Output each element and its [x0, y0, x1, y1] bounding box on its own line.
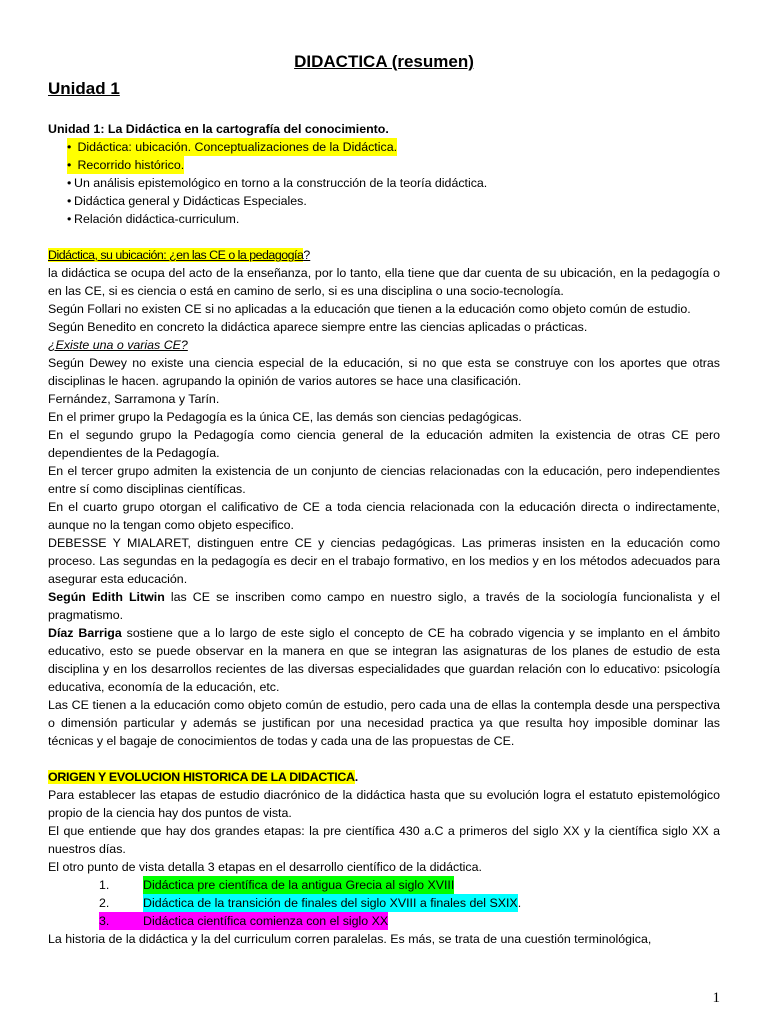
- topic-item: • Un análisis epistemológico en torno a la construcción de la teoría didáctica.: [67, 176, 488, 190]
- stages-list: [48, 876, 720, 930]
- topic-item: • Recorrido histórico.: [67, 158, 185, 172]
- paragraph: Fernández, Sarramona y Tarín.: [48, 392, 220, 406]
- stage-item: 3. Didáctica científica comienza con el siglo XX: [99, 914, 389, 928]
- paragraph: la didáctica se ocupa del acto de la enseñanza, por lo tanto, ella tiene que dar cuenta de su ubicación, en la pedagogía o en las CE, si es ciencia o está en camino de serlo, si es una disciplina o una socio-tecnología.: [48, 266, 720, 298]
- stage-item: 2. Didáctica de la transición de finales del siglo XVIII a finales del SXIX .: [99, 896, 522, 910]
- document-body: [48, 120, 720, 948]
- paragraph: Según Dewey no existe una ciencia especial de la educación, si no que esta se construye con los aportes que otras disciplinas le hacen. agrupando la opinión de varios autores se hace una clasificación.: [48, 356, 720, 388]
- paragraph: Según Follari no existen CE si no aplicadas a la educación que tienen a la educación como objeto común de estudio.: [48, 302, 691, 316]
- paragraph: Las CE tienen a la educación como objeto común de estudio, pero cada una de ellas la contempla desde una perspectiva o dimensión particular y además se justifican por una necesidad practica ya que resulta hoy imposible dominar las técnicas y el bagaje de conocimientos de todas y cada una de las propuestas de CE.: [48, 698, 720, 748]
- topic-item: • Didáctica general y Didácticas Especiales.: [67, 194, 307, 208]
- topic-item: • Relación didáctica-curriculum.: [67, 212, 240, 226]
- bullet-icon: •: [67, 158, 72, 172]
- paragraph: En el primer grupo la Pedagogía es la única CE, las demás son ciencias pedagógicas.: [48, 410, 522, 424]
- stage-item: 1. Didáctica pre científica de la antigua Grecia al siglo XVIII: [99, 878, 455, 892]
- paragraph: DEBESSE Y MIALARET, distinguen entre CE y ciencias pedagógicas. Las primeras insisten en la educación como proceso. Las segundas en la pedagogía es decir en el trabajo formativo, en los medios y en los métodos adecuados para asegurar esta educación.: [48, 536, 720, 586]
- paragraph: Para establecer las etapas de estudio diacrónico de la didáctica hasta que su evolución logra el estatuto epistemológico propio de la ciencia hay dos puntos de vista.: [48, 788, 720, 820]
- bullet-icon: •: [67, 194, 72, 208]
- paragraph: La historia de la didáctica y la del curriculum corren paralelas. Es más, se trata de una cuestión terminológica,: [48, 932, 652, 946]
- page-number: 1: [712, 990, 720, 1006]
- unit-heading: Unidad 1: [48, 79, 120, 98]
- paragraph: El otro punto de vista detalla 3 etapas en el desarrollo científico de la didáctica.: [48, 860, 482, 874]
- paragraph: Según Benedito en concreto la didáctica aparece siempre entre las ciencias aplicadas o prácticas.: [48, 320, 588, 334]
- document-title: DIDACTICA (resumen): [294, 52, 474, 71]
- paragraph: Según Edith Litwin las CE se inscriben como campo en nuestro siglo, a través de la sociología funcionalista y el pragmatismo.: [48, 590, 720, 622]
- topic-item: • Didáctica: ubicación. Conceptualizaciones de la Didáctica.: [67, 140, 398, 154]
- bullet-icon: •: [67, 140, 72, 154]
- topic-list: [48, 138, 720, 228]
- paragraph: Díaz Barriga sostiene que a lo largo de este siglo el concepto de CE ha cobrado vigencia y se implanto en el ámbito educativo, esto se puede observar en la manera en que se integran las asignaturas de los planes de estudio de esta disciplina y en los desarrollos recientes de las diversas especialidades que guardan relación con lo educativo: psicología educativa, economía de la educación, etc.: [48, 626, 720, 694]
- bullet-icon: •: [67, 212, 72, 226]
- section-heading-origen: ORIGEN Y EVOLUCION HISTORICA DE LA DIDACTICA.: [48, 770, 359, 784]
- section-heading-ubicacion: Didáctica, su ubicación: ¿en las CE o la pedagogía?: [48, 248, 311, 262]
- paragraph: En el segundo grupo la Pedagogía como ciencia general de la educación admiten la existencia de otras CE pero dependientes de la Pedagogía.: [48, 428, 720, 460]
- unit-subtitle: Unidad 1: La Didáctica en la cartografía del conocimiento.: [48, 122, 389, 136]
- bullet-icon: •: [67, 176, 72, 190]
- paragraph: En el cuarto grupo otorgan el calificativo de CE a toda ciencia relacionada con la educación directa o indirectamente, aunque no la tengan como objeto especifico.: [48, 500, 720, 532]
- paragraph: En el tercer grupo admiten la existencia de un conjunto de ciencias relacionadas con la educación, pero independientes entre sí como disciplinas científicas.: [48, 464, 720, 496]
- subheading: ¿Existe una o varias CE?: [48, 338, 188, 352]
- paragraph: El que entiende que hay dos grandes etapas: la pre científica 430 a.C a primeros del siglo XX y la científica siglo XX a nuestros días.: [48, 824, 720, 856]
